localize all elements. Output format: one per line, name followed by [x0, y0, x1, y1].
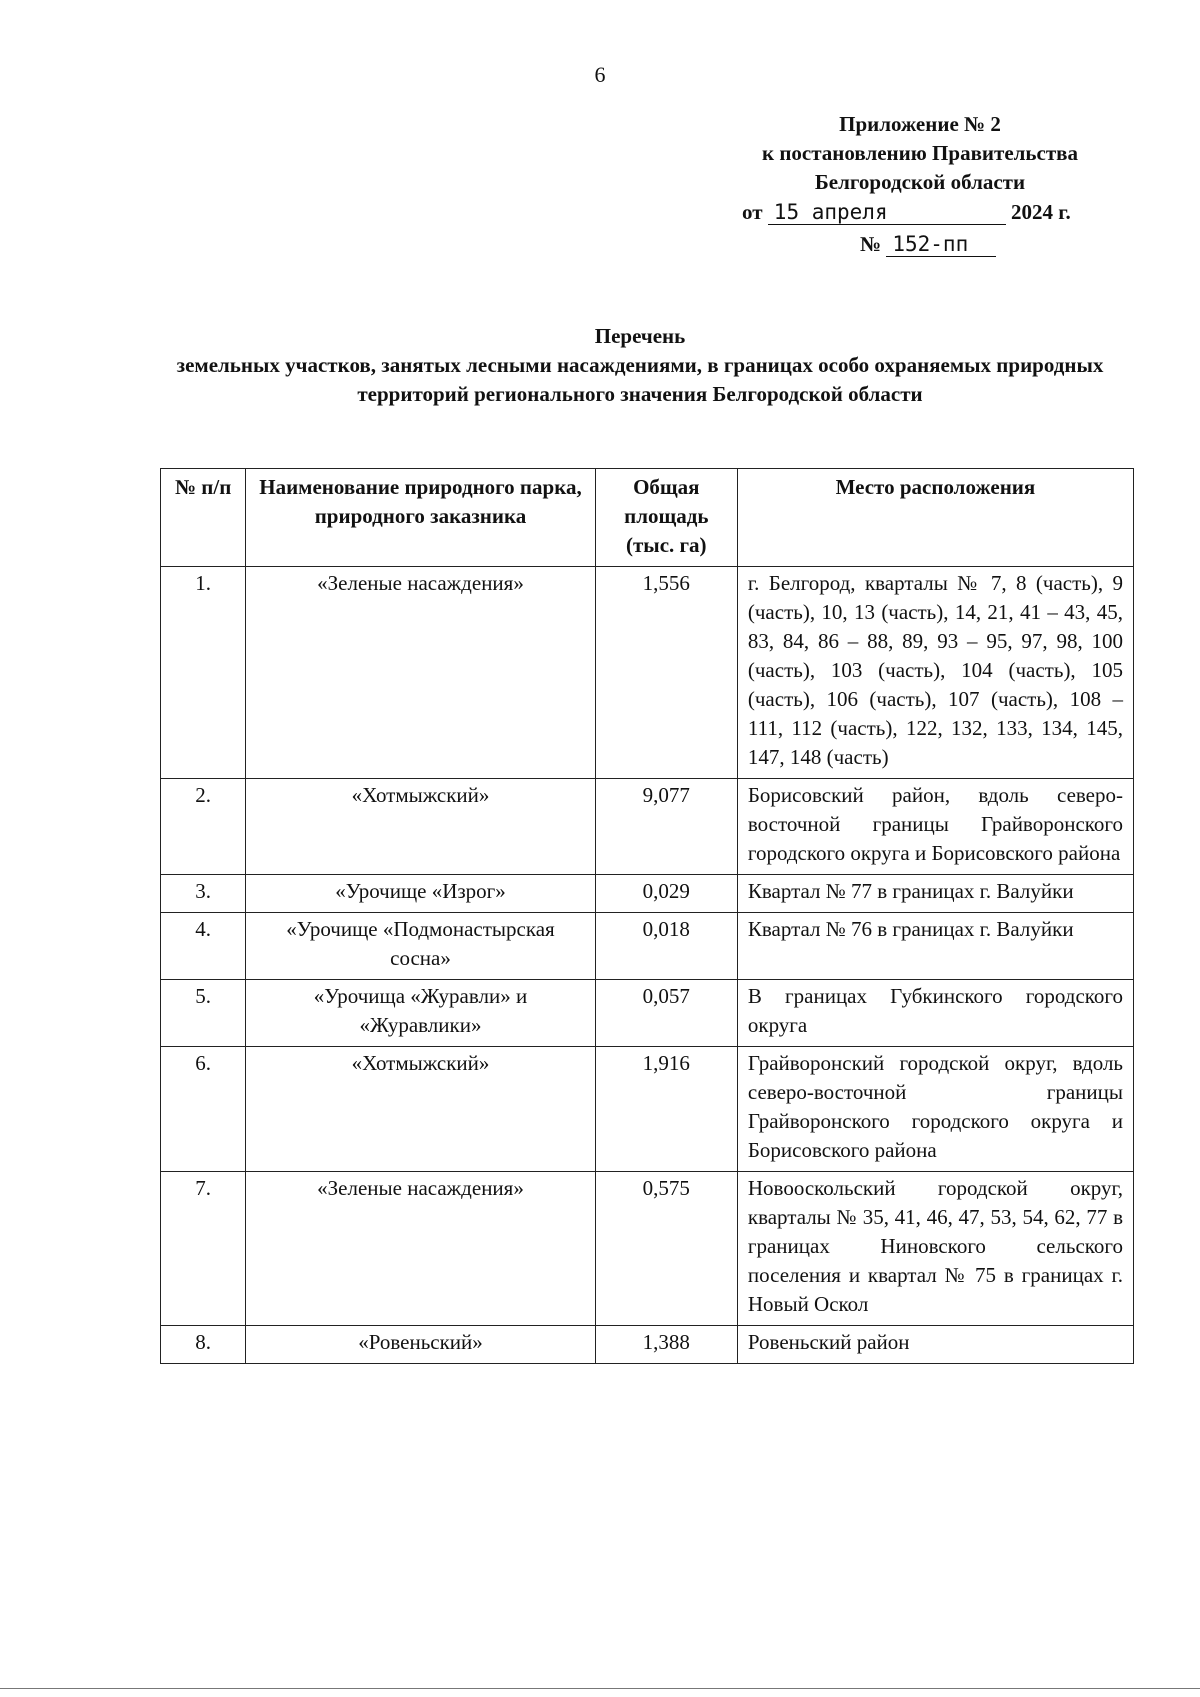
row-num: 3. [161, 875, 246, 913]
row-location: Борисовский район, вдоль северо-восточной границы Грайворонского городского округа и Борисовского района [737, 779, 1133, 875]
title-heading: Перечень [594, 324, 686, 348]
row-name: «Зеленые насаждения» [246, 567, 595, 779]
table-row [161, 875, 1134, 913]
row-num: 5. [161, 980, 246, 1047]
row-name: «Урочище «Подмонастырская сосна» [246, 913, 595, 980]
row-location: г. Белгород, кварталы № 7, 8 (часть), 9 (часть), 10, 13 (часть), 14, 21, 41 – 43, 45, 83, 84, 86 – 88, 89, 93 – 95, 97, 98, 100 (часть), 103 (часть), 104 (часть), 105 (часть), 106 (часть), 107 (часть), 108 – 111, 112 (часть), 122, 132, 133, 134, 145, 147, 148 (часть) [737, 567, 1133, 779]
row-num: 7. [161, 1172, 246, 1326]
table-row [161, 1047, 1134, 1172]
row-location: Квартал № 77 в границах г. Валуйки [737, 875, 1133, 913]
row-name: «Зеленые насаждения» [246, 1172, 595, 1326]
table-row [161, 567, 1134, 779]
row-area: 0,018 [595, 913, 737, 980]
row-num: 4. [161, 913, 246, 980]
row-name: «Урочища «Журавли» и «Журавлики» [246, 980, 595, 1047]
row-area: 9,077 [595, 779, 737, 875]
header-location: Место расположения [737, 469, 1133, 567]
page-number: 6 [594, 62, 606, 87]
row-location: Квартал № 76 в границах г. Валуйки [737, 913, 1133, 980]
table-header-row [161, 469, 1134, 567]
title-subheading: земельных участков, занятых лесными насаждениями, в границах особо охраняемых природных территорий регионального значения Белгородской области [176, 353, 1104, 406]
row-area: 1,388 [595, 1326, 737, 1364]
header-name: Наименование природного парка, природного заказника [246, 469, 595, 567]
row-location: Грайворонский городской округ, вдоль северо-восточной границы Грайворонского городского округа и Борисовского района [737, 1047, 1133, 1172]
decree-number: 152-пп [886, 232, 996, 257]
row-num: 2. [161, 779, 246, 875]
row-location: В границах Губкинского городского округа [737, 980, 1133, 1047]
row-location: Новооскольский городской округ, кварталы № 35, 41, 46, 47, 53, 54, 62, 77 в границах Ниновского сельского поселения и квартал № 75 в границах г. Новый Оскол [737, 1172, 1133, 1326]
date-prefix: от [742, 200, 763, 224]
appendix-title: Приложение № 2 [839, 112, 1001, 136]
table-row [161, 1172, 1134, 1326]
header-num: № п/п [161, 469, 246, 567]
row-name: «Ровеньский» [246, 1326, 595, 1364]
number-prefix: № [860, 232, 882, 256]
table-row [161, 913, 1134, 980]
appendix-region: Белгородской области [814, 170, 1026, 194]
row-name: «Хотмыжский» [246, 779, 595, 875]
row-area: 0,575 [595, 1172, 737, 1326]
header-area: Общая площадь (тыс. га) [595, 469, 737, 567]
table-row [161, 779, 1134, 875]
row-name: «Урочище «Изрог» [246, 875, 595, 913]
scan-edge-line [0, 1688, 1200, 1689]
decree-date-line [742, 200, 1071, 225]
row-location: Ровеньский район [737, 1326, 1133, 1364]
decree-date: 15 апреля [768, 200, 1006, 225]
document-title [160, 322, 1120, 409]
table-row [161, 1326, 1134, 1364]
decree-year: 2024 г. [1011, 200, 1071, 224]
decree-number-line [860, 232, 996, 257]
appendix-header [700, 110, 1140, 197]
row-num: 6. [161, 1047, 246, 1172]
row-area: 0,057 [595, 980, 737, 1047]
row-area: 0,029 [595, 875, 737, 913]
table-row [161, 980, 1134, 1047]
row-num: 8. [161, 1326, 246, 1364]
row-area: 1,916 [595, 1047, 737, 1172]
row-area: 1,556 [595, 567, 737, 779]
row-num: 1. [161, 567, 246, 779]
appendix-decree: к постановлению Правительства [761, 141, 1079, 165]
row-name: «Хотмыжский» [246, 1047, 595, 1172]
land-plots-table [160, 468, 1134, 1364]
